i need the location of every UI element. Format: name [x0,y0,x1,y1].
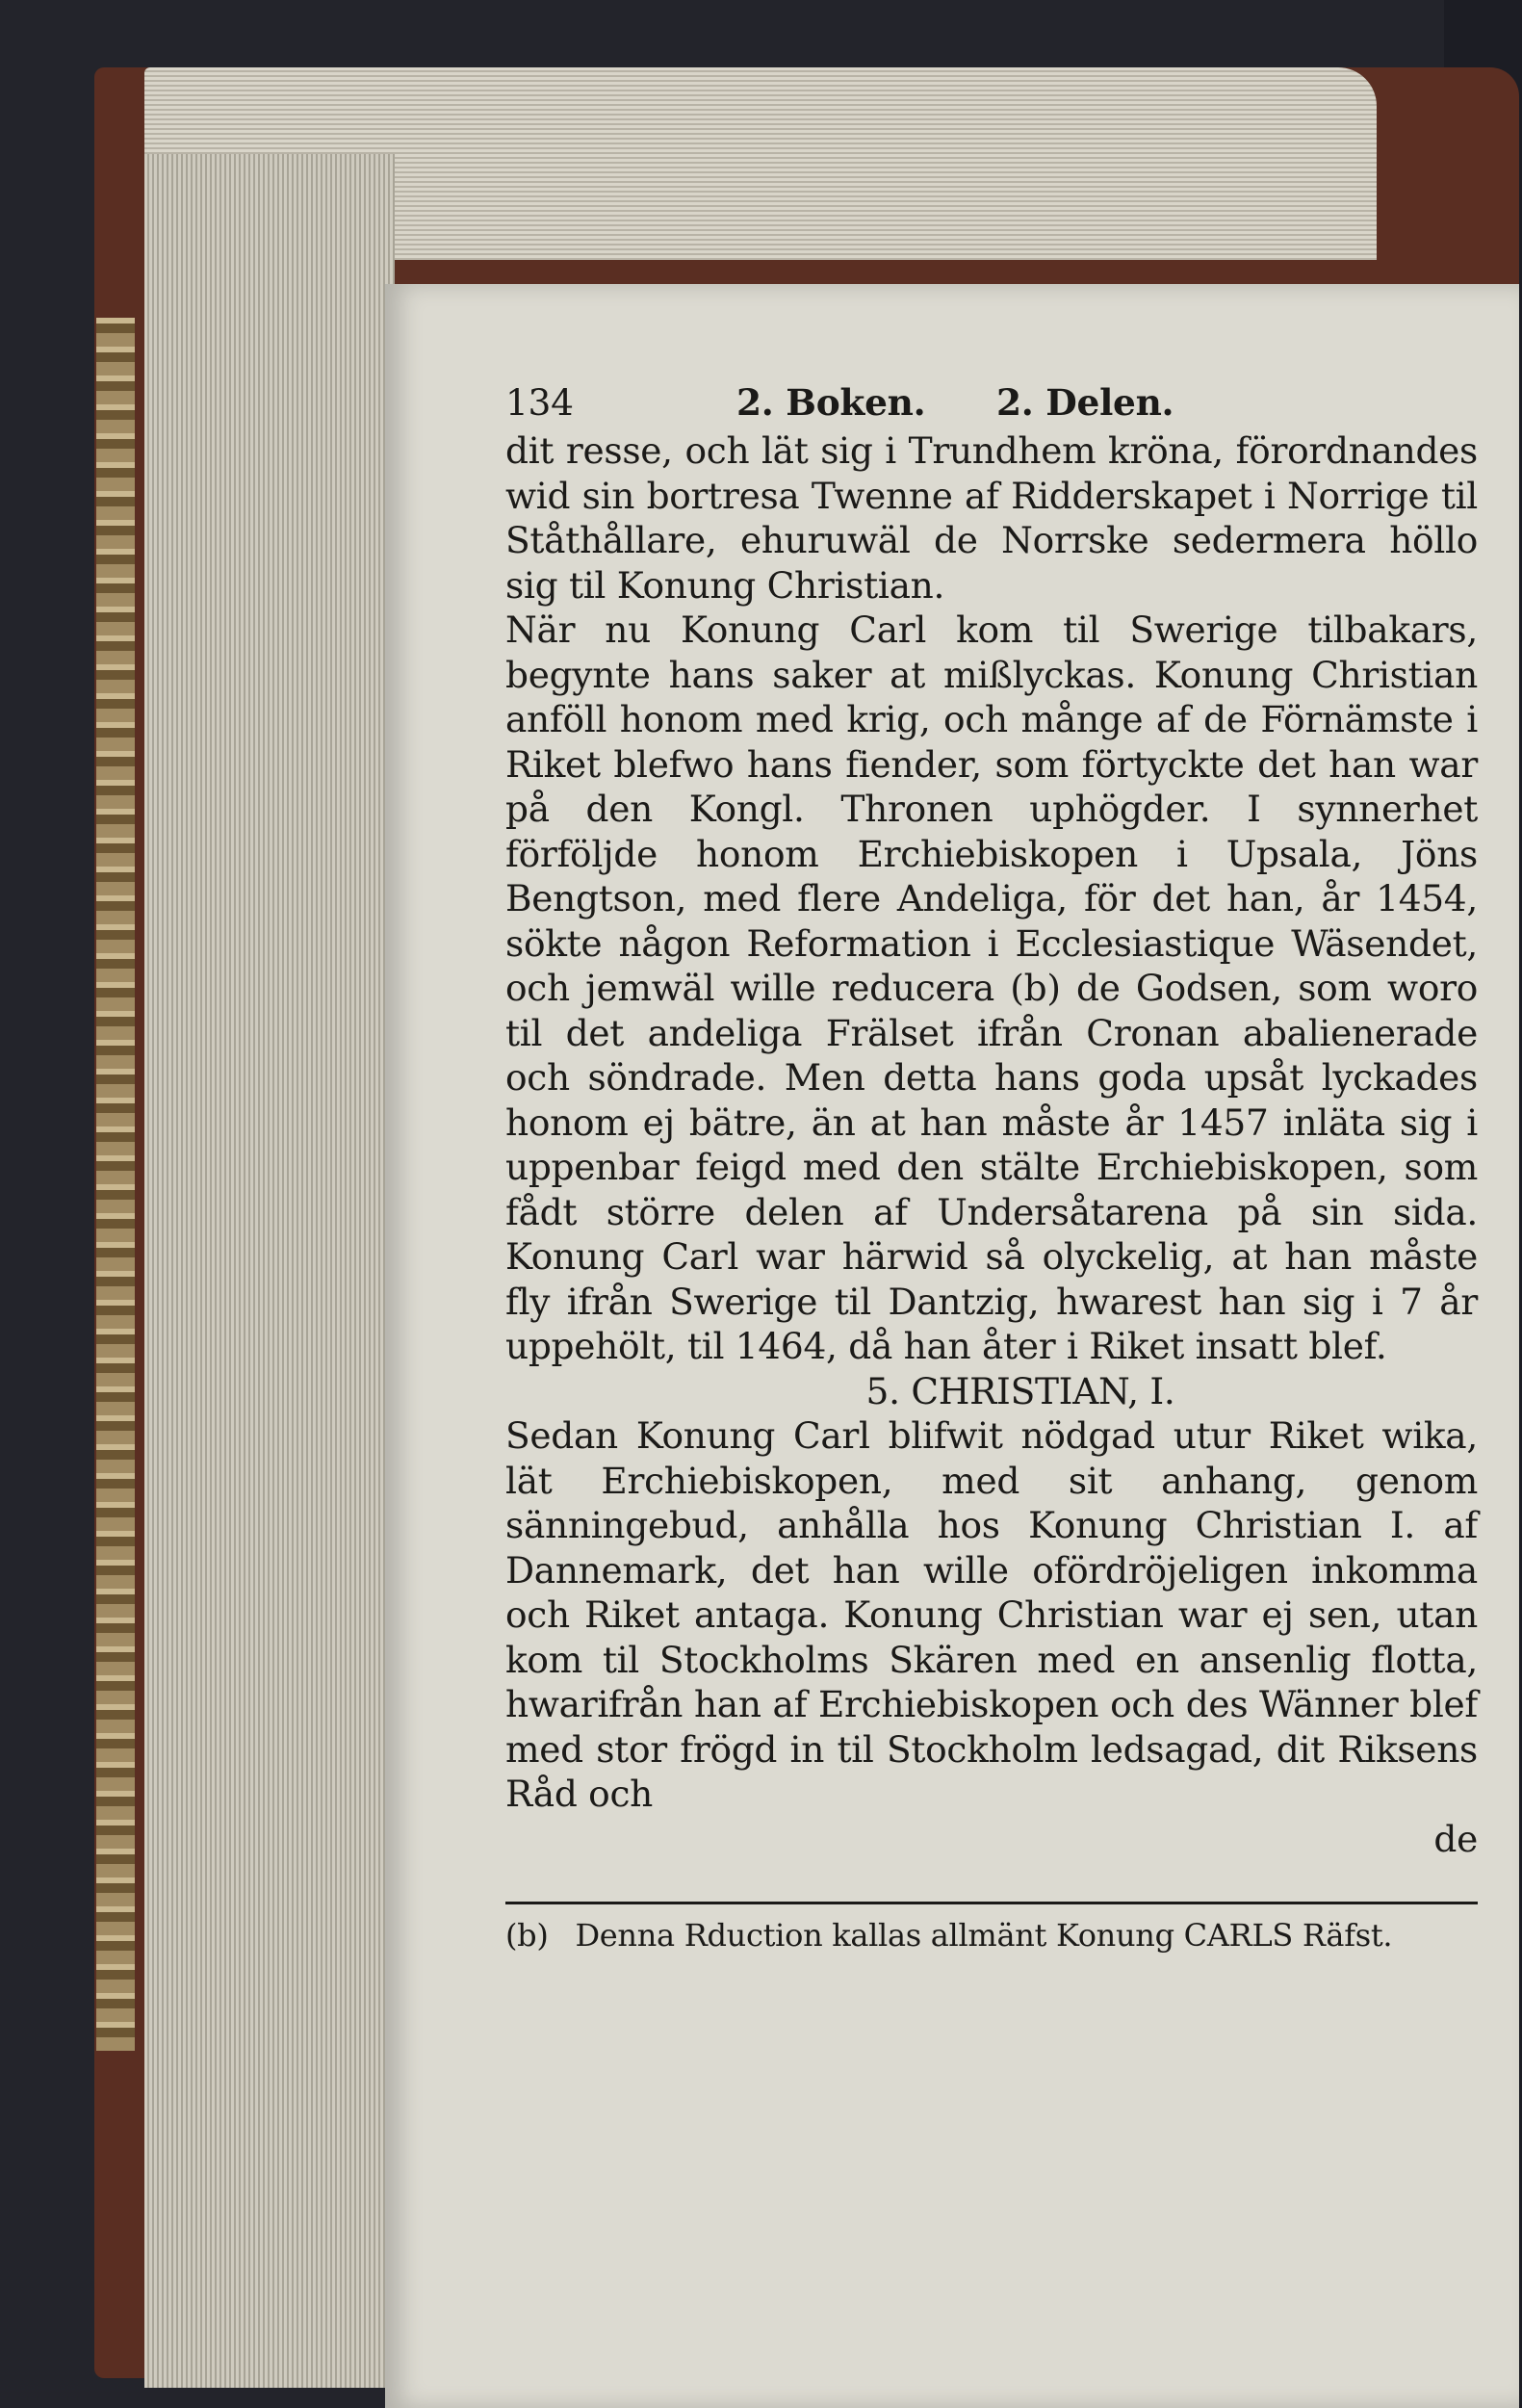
footnote-text: Denna Rduction kallas allmänt Konung CARLS Räfst. [575,1917,1393,1954]
page-text [505,380,1478,1955]
paragraph: dit resse, och lät sig i Trundhem kröna, förordnandes wid sin bortresa Twenne af Ridderskapet i Norrige til Ståthållare, ehuruwäl de Norrske sedermera höllo sig til Konung Christian. [505,429,1478,607]
running-header [505,380,1478,428]
footnote [505,1916,1478,1955]
book-label: 2. Boken. [736,381,926,424]
part-label: 2. Delen. [996,381,1174,424]
section-heading: 5. CHRISTIAN, I. [865,1369,1175,1412]
page-number: 134 [505,381,574,424]
catchword: de [1433,1817,1478,1860]
paragraph: Sedan Konung Carl blifwit nödgad utur Riket wika, lät Erchiebiskopen, med sit anhang, genom sänningebud, anhålla hos Konung Christian I. af Dannemark, det han wille ofördröjeligen inkomma och Riket antaga. Konung Christian war ej sen, utan kom til Stockholms Skären med en ansenlig flotta, hwarifrån han af Erchiebiskopen och des Wänner blef med stor frögd in til Stockholm ledsagad, dit Riksens Råd och [505,1414,1478,1815]
book-page-edges-side [144,154,395,2388]
spine-binding [96,318,135,2051]
paragraph: När nu Konung Carl kom til Swerige tilbakars, begynte hans saker at mißlyckas. Konung Christian anföll honom med krig, och månge af de Förnämste i Riket blefwo hans fiender, som förtyckte det han war på den Kongl. Thronen uphögder. I synnerhet förföljde honom Erchiebiskopen i Upsala, Jöns Bengtson, med flere Andeliga, för det han, år 1454, sökte någon Reformation i Ecclesiastique Wäsendet, och jemwäl wille reducera (b) de Godsen, som woro til det andeliga Frälset ifrån Cronan abalienerade och söndrade. Men detta hans goda upsåt lyckades honom ej bätre, än at han måste år 1457 inläta sig i uppenbar feigd med den stälte Erchiebiskopen, som fådt större delen af Undersåtarena på sin sida. Konung Carl war härwid så olyckelig, at han måste fly ifrån Swerige til Dantzig, hwarest han sig i 7 år uppehölt, til 1464, då han åter i Riket insatt blef. [505,608,1478,1367]
footnote-rule [505,1902,1478,1904]
footnote-marker: (b) [505,1917,549,1954]
